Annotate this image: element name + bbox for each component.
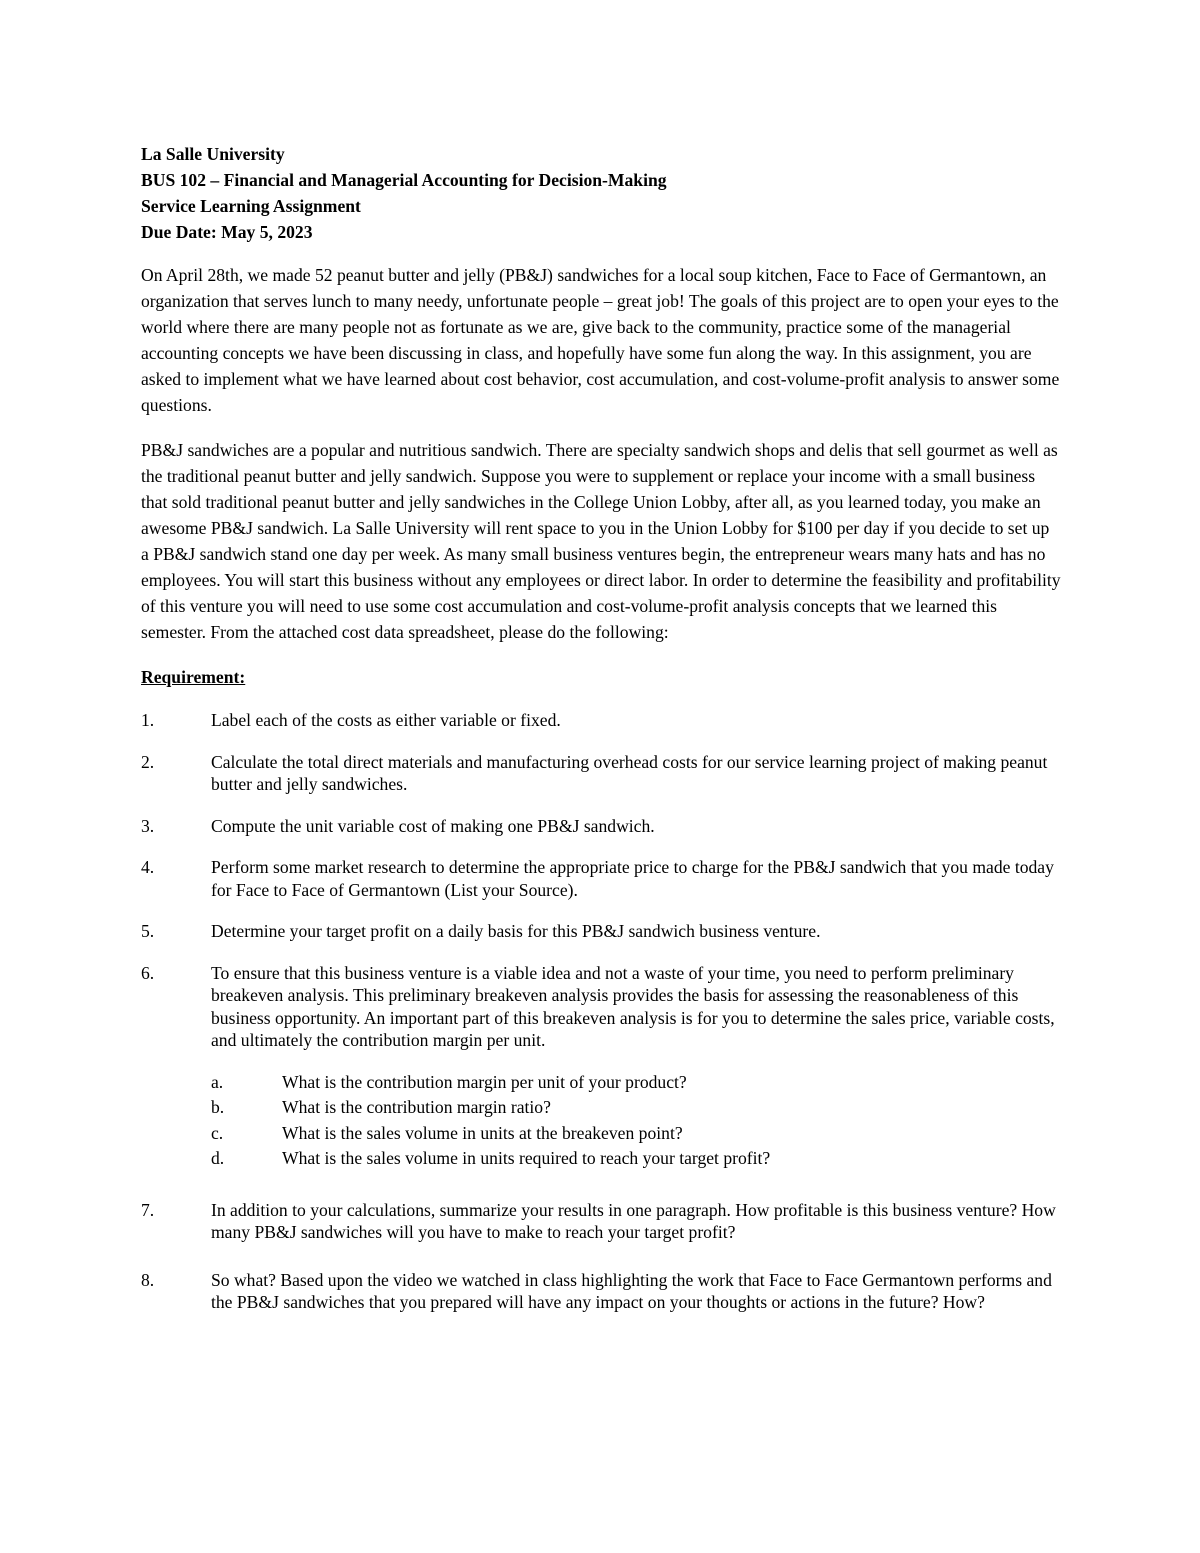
sub-question-letter: c.	[211, 1122, 224, 1143]
requirement-text: Calculate the total direct materials and manufacturing overhead costs for our service learning project of making peanut butter and jelly sandwiches.	[211, 751, 1048, 794]
requirement-text: To ensure that this business venture is a viable idea and not a waste of your time, you need to perform preliminary breakeven analysis. This preliminary breakeven analysis provides the basis for assessing the reasonableness of this business opportunity. An important part of this breakeven analysis is for you to determine the sales price, variable costs, and ultimately the contribution margin per unit.	[211, 962, 1055, 1050]
requirement-number: 6.	[141, 962, 155, 983]
sub-question-d	[211, 1146, 1061, 1172]
requirement-number: 8.	[141, 1269, 155, 1290]
requirement-text: Determine your target profit on a daily basis for this PB&J sandwich business venture.	[211, 921, 821, 941]
assignment-title: Service Learning Assignment	[141, 196, 361, 216]
requirement-item-6	[141, 962, 1061, 1172]
requirement-item-7	[141, 1199, 1061, 1244]
sub-question-text: What is the sales volume in units required to reach your target profit?	[282, 1148, 771, 1168]
requirement-number: 2.	[141, 751, 155, 772]
document-header	[141, 141, 1061, 245]
requirement-number: 7.	[141, 1199, 155, 1220]
sub-question-text: What is the contribution margin ratio?	[282, 1097, 551, 1117]
sub-question-letter: d.	[211, 1148, 225, 1168]
sub-question-letter: a.	[211, 1071, 224, 1092]
requirement-heading: Requirement:	[141, 667, 246, 687]
requirement-item-2	[141, 751, 1061, 796]
document-content	[141, 141, 1061, 1314]
requirement-body-6	[211, 962, 1061, 1172]
requirement-item-8	[141, 1269, 1061, 1314]
requirement-number: 3.	[141, 815, 155, 836]
course-title: BUS 102 – Financial and Managerial Accounting for Decision-Making	[141, 170, 667, 190]
sub-question-b	[211, 1095, 1061, 1121]
sub-question-text: What is the contribution margin per unit of your product?	[282, 1071, 687, 1092]
requirement-item-5	[141, 920, 1061, 943]
requirement-list	[141, 709, 1061, 1314]
requirement-item-3	[141, 815, 1061, 838]
sub-question-text: What is the sales volume in units at the breakeven point?	[282, 1122, 683, 1143]
due-date: Due Date: May 5, 2023	[141, 222, 313, 242]
sub-question-list	[211, 1070, 1061, 1172]
requirement-number: 5.	[141, 921, 155, 941]
requirement-text: Label each of the costs as either variable or fixed.	[211, 710, 561, 730]
requirement-item-1	[141, 709, 1061, 732]
requirement-number: 4.	[141, 857, 155, 877]
requirement-text: Compute the unit variable cost of making one PB&J sandwich.	[211, 815, 655, 836]
intro-paragraph: On April 28th, we made 52 peanut butter and jelly (PB&J) sandwiches for a local soup kitchen, Face to Face of Germantown, an organization that serves lunch to many needy, unfortunate people – great job! The goals of this project are to open your eyes to the world where there are many people not as fortunate as we are, give back to the community, practice some of the managerial accounting concepts we have been discussing in class, and hopefully have some fun along the way. In this assignment, you are asked to implement what we have learned about cost behavior, cost accumulation, and cost-volume-profit analysis to answer some questions.	[141, 265, 1060, 415]
requirement-text: So what? Based upon the video we watched in class highlighting the work that Face to Face Germantown performs and the PB&J sandwiches that you prepared will have any impact on your thoughts or actions in the future? How?	[211, 1269, 1052, 1312]
requirement-text: Perform some market research to determine the appropriate price to charge for the PB&J sandwich that you made today for Face to Face of Germantown (List your Source).	[211, 857, 1054, 900]
sub-question-letter: b.	[211, 1097, 225, 1117]
requirement-item-4	[141, 856, 1061, 901]
university-name: La Salle University	[141, 144, 285, 164]
sub-question-c	[211, 1121, 1061, 1147]
business-paragraph: PB&J sandwiches are a popular and nutritious sandwich. There are specialty sandwich shops and delis that sell gourmet as well as the traditional peanut butter and jelly sandwich. Suppose you were to supplement or replace your income with a small business that sold traditional peanut butter and jelly sandwiches in the College Union Lobby, after all, as you learned today, you make an awesome PB&J sandwich. La Salle University will rent space to you in the Union Lobby for $100 per day if you decide to set up a PB&J sandwich stand one day per week. As many small business ventures begin, the entrepreneur wears many hats and has no employees. You will start this business without any employees or direct labor. In order to determine the feasibility and profitability of this venture you will need to use some cost accumulation and cost-volume-profit analysis concepts that we learned this semester. From the attached cost data spreadsheet, please do the following:	[141, 440, 1061, 642]
requirement-number: 1.	[141, 710, 155, 730]
sub-question-a	[211, 1070, 1061, 1096]
requirement-text: In addition to your calculations, summarize your results in one paragraph. How profitable is this business venture? How many PB&J sandwiches will you have to make to reach your target profit?	[211, 1199, 1056, 1242]
